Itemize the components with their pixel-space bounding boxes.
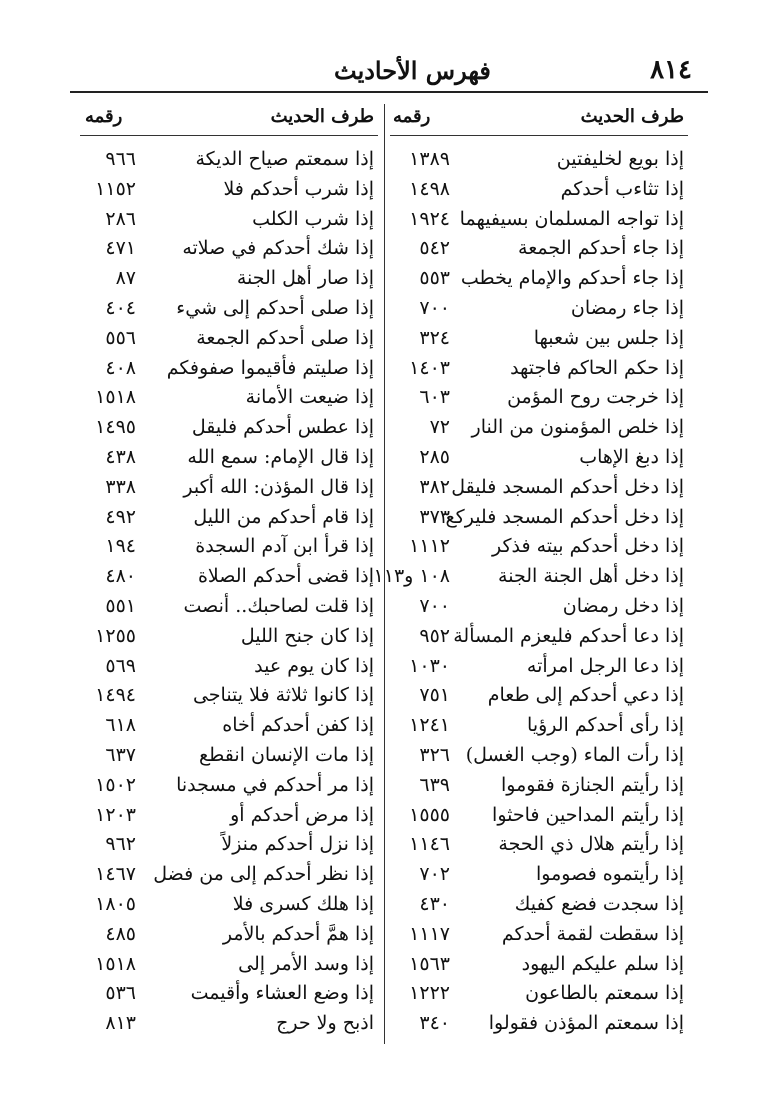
running-title: فهرس الأحاديث bbox=[334, 56, 491, 85]
list-item bbox=[0, 412, 772, 442]
list-item bbox=[0, 710, 772, 740]
hadith-number: ٤٠٤ bbox=[105, 297, 136, 319]
hadith-number: ١٨٠٥ bbox=[95, 893, 136, 915]
hadith-number: ١١١٧ bbox=[409, 922, 450, 945]
hadith-phrase: إذا دخل أحدكم المسجد فليقل bbox=[451, 475, 684, 498]
hadith-number: ١٢٠٣ bbox=[95, 803, 136, 826]
left-col-number-header: رقمه bbox=[85, 106, 123, 127]
hadith-number: ١١٥٢ bbox=[95, 177, 136, 200]
hadith-number: ٥٥٦ bbox=[105, 326, 136, 349]
hadith-phrase: إذا سمعتم بالطاعون bbox=[525, 982, 684, 1005]
hadith-phrase: إذا خلص المؤمنون من النار bbox=[471, 416, 684, 439]
hadith-phrase: إذا حكم الحاكم فاجتهد bbox=[510, 356, 684, 379]
hadith-number: ١٥٠٢ bbox=[95, 773, 136, 796]
hadith-phrase: إذا مات الإنسان انقطع bbox=[199, 744, 374, 766]
hadith-phrase: إذا رأى أحدكم الرؤيا bbox=[527, 714, 684, 737]
list-item bbox=[0, 800, 772, 830]
list-item bbox=[0, 531, 772, 561]
list-item bbox=[0, 889, 772, 919]
list-item bbox=[0, 829, 772, 859]
left-col-header-rule bbox=[80, 135, 378, 136]
list-item bbox=[0, 949, 772, 979]
hadith-number: ٣٧٣ bbox=[419, 505, 450, 528]
list-item bbox=[0, 740, 772, 770]
right-col-hadith-header: طرف الحديث bbox=[580, 106, 684, 127]
list-item bbox=[0, 382, 772, 412]
hadith-phrase: إذا وضع العشاء وأقيمت bbox=[190, 982, 374, 1005]
hadith-number: ١٠٣٠ bbox=[409, 654, 450, 677]
hadith-number: ١٥١٨ bbox=[95, 386, 136, 409]
hadith-number: ١٠٨ و١١٣ bbox=[373, 565, 450, 588]
hadith-number: ٣٢٤ bbox=[419, 326, 450, 349]
hadith-phrase: إذا صار أهل الجنة bbox=[236, 267, 374, 290]
list-item bbox=[0, 204, 772, 234]
hadith-phrase: إذا كانوا ثلاثة فلا يتناجى bbox=[192, 684, 374, 707]
hadith-phrase: إذا شك أحدكم في صلاته bbox=[182, 237, 374, 260]
page-number: ٨١٤ bbox=[650, 55, 692, 85]
hadith-number: ٥٤٢ bbox=[419, 237, 450, 260]
list-item bbox=[0, 442, 772, 472]
hadith-phrase: إذا عطس أحدكم فليقل bbox=[191, 416, 374, 439]
hadith-number: ٥٦٩ bbox=[105, 654, 136, 677]
hadith-number: ٤٩٢ bbox=[105, 505, 136, 528]
hadith-number: ١١١٢ bbox=[409, 535, 450, 558]
hadith-phrase: إذا دخل أحدكم بيته فذكر bbox=[492, 535, 684, 558]
hadith-phrase: إذا دعا أحدكم فليعزم المسألة bbox=[453, 624, 684, 647]
hadith-phrase: إذا شرب أحدكم فلا bbox=[223, 177, 374, 200]
list-item bbox=[0, 621, 772, 651]
hadith-number: ٨٧ bbox=[115, 267, 136, 290]
hadith-number: ١٤٩٤ bbox=[95, 684, 136, 707]
hadith-phrase: إذا رأيتم هلال ذي الحجة bbox=[498, 833, 684, 856]
hadith-number: ٧٢ bbox=[429, 416, 450, 439]
hadith-number: ٩٥٢ bbox=[419, 624, 450, 647]
hadith-phrase: إذا قال الإمام: سمع الله bbox=[187, 446, 374, 468]
hadith-number: ١٥٦٣ bbox=[409, 952, 450, 975]
hadith-phrase: إذا ضيعت الأمانة bbox=[245, 386, 374, 409]
list-item bbox=[0, 502, 772, 532]
hadith-phrase: إذا جاء أحدكم الجمعة bbox=[518, 237, 684, 260]
hadith-phrase: إذا رأيتم المداحين فاحثوا bbox=[492, 803, 684, 826]
hadith-phrase: إذا دعا الرجل امرأته bbox=[526, 654, 684, 677]
hadith-number: ١٣٨٩ bbox=[409, 148, 450, 170]
hadith-phrase: إذا سمعتم صياح الديكة bbox=[195, 148, 374, 170]
list-item bbox=[0, 174, 772, 204]
hadith-number: ١٢٥٥ bbox=[95, 624, 136, 647]
hadith-phrase: إذا رأيتم الجنازة فقوموا bbox=[500, 773, 684, 796]
hadith-number: ٨١٣ bbox=[105, 1012, 136, 1035]
hadith-number: ٧٥١ bbox=[419, 684, 450, 707]
hadith-phrase: إذا نزل أحدكم منزلاً bbox=[221, 833, 374, 856]
hadith-number: ٣٤٠ bbox=[419, 1012, 450, 1035]
list-item bbox=[0, 144, 772, 174]
hadith-phrase: إذا قضى أحدكم الصلاة bbox=[197, 565, 374, 588]
header-rule bbox=[70, 91, 708, 93]
list-item bbox=[0, 1008, 772, 1038]
hadith-number: ١٤٠٣ bbox=[409, 356, 450, 379]
hadith-phrase: إذا سجدت فضع كفيك bbox=[514, 893, 684, 915]
hadith-phrase: إذا قال المؤذن: الله أكبر bbox=[183, 475, 374, 498]
hadith-number: ٧٠٠ bbox=[419, 297, 450, 319]
hadith-phrase: إذا رأت الماء (وجب الغسل) bbox=[465, 744, 684, 766]
hadith-phrase: إذا قام أحدكم من الليل bbox=[193, 505, 374, 528]
hadith-number: ٦٣٧ bbox=[105, 744, 136, 766]
hadith-phrase: إذا سلم عليكم اليهود bbox=[521, 952, 684, 975]
hadith-number: ٣٢٦ bbox=[419, 744, 450, 766]
list-item bbox=[0, 591, 772, 621]
list-item bbox=[0, 472, 772, 502]
hadith-phrase: إذا شرب الكلب bbox=[252, 207, 374, 230]
hadith-phrase: إذا سقطت لقمة أحدكم bbox=[501, 922, 684, 945]
hadith-number: ٣٨٢ bbox=[419, 475, 450, 498]
list-item bbox=[0, 680, 772, 710]
hadith-phrase: إذا كفن أحدكم أخاه bbox=[222, 714, 374, 737]
hadith-phrase: إذا قلت لصاحبك.. أنصت bbox=[183, 595, 374, 617]
hadith-phrase: إذا نظر أحدكم إلى من فضل bbox=[153, 863, 374, 886]
list-item bbox=[0, 651, 772, 681]
hadith-number: ٤٨٥ bbox=[105, 922, 136, 945]
hadith-number: ٢٨٦ bbox=[105, 207, 136, 230]
hadith-number: ٤٨٠ bbox=[105, 565, 136, 588]
hadith-number: ٧٠٢ bbox=[419, 863, 450, 886]
hadith-phrase: إذا مرض أحدكم أو bbox=[230, 803, 374, 826]
hadith-phrase: إذا صلى أحدكم الجمعة bbox=[196, 326, 374, 349]
right-col-number-header: رقمه bbox=[393, 106, 431, 127]
hadith-number: ٢٨٥ bbox=[419, 446, 450, 468]
hadith-phrase: إذا كان جنح الليل bbox=[240, 624, 374, 647]
list-item bbox=[0, 561, 772, 591]
hadith-number: ٦١٨ bbox=[105, 714, 136, 737]
right-col-header-rule bbox=[390, 135, 688, 136]
list-item bbox=[0, 323, 772, 353]
hadith-number: ٤٣٨ bbox=[105, 446, 136, 468]
list-item bbox=[0, 293, 772, 323]
list-item bbox=[0, 978, 772, 1008]
list-item bbox=[0, 233, 772, 263]
hadith-number: ٥٥٣ bbox=[419, 267, 450, 290]
hadith-number: ٧٠٠ bbox=[419, 595, 450, 617]
hadith-number: ٥٥١ bbox=[105, 595, 136, 617]
list-item bbox=[0, 919, 772, 949]
hadith-phrase: إذا جلس بين شعبها bbox=[533, 326, 684, 349]
hadith-number: ١٩٢٤ bbox=[409, 207, 450, 230]
hadith-number: ٦٠٣ bbox=[419, 386, 450, 409]
hadith-number: ١٢٤١ bbox=[409, 714, 450, 737]
list-item bbox=[0, 770, 772, 800]
hadith-number: ٩٦٢ bbox=[105, 833, 136, 856]
hadith-number: ١٤٩٨ bbox=[409, 177, 450, 200]
hadith-number: ١٩٤ bbox=[105, 535, 136, 558]
list-item bbox=[0, 353, 772, 383]
list-item bbox=[0, 859, 772, 889]
hadith-phrase: إذا همَّ أحدكم بالأمر bbox=[222, 922, 374, 945]
hadith-phrase: إذا مر أحدكم في مسجدنا bbox=[176, 773, 374, 796]
hadith-phrase: إذا دخل أحدكم المسجد فليركع bbox=[445, 505, 684, 528]
hadith-number: ٣٣٨ bbox=[105, 475, 136, 498]
hadith-number: ٤٣٠ bbox=[419, 893, 450, 915]
hadith-number: ١١٤٦ bbox=[409, 833, 450, 856]
hadith-number: ٤٧١ bbox=[105, 237, 136, 260]
hadith-phrase: إذا دخل رمضان bbox=[562, 595, 684, 617]
hadith-phrase: إذا قرأ ابن آدم السجدة bbox=[195, 535, 374, 558]
hadith-number: ١٥١٨ bbox=[95, 952, 136, 975]
hadith-phrase: إذا سمعتم المؤذن فقولوا bbox=[488, 1012, 684, 1035]
hadith-number: ٦٣٩ bbox=[419, 773, 450, 796]
hadith-number: ٥٣٦ bbox=[105, 982, 136, 1005]
hadith-phrase: إذا دخل أهل الجنة الجنة bbox=[498, 565, 684, 588]
hadith-phrase: إذا رأيتموه فصوموا bbox=[536, 863, 684, 886]
hadith-phrase: إذا تواجه المسلمان بسيفيهما bbox=[459, 207, 684, 230]
hadith-number: ١٥٥٥ bbox=[409, 803, 450, 826]
list-item bbox=[0, 263, 772, 293]
hadith-phrase: إذا صليتم فأقيموا صفوفكم bbox=[166, 356, 374, 379]
hadith-phrase: إذا تثاءب أحدكم bbox=[560, 177, 684, 200]
hadith-phrase: إذا دبغ الإهاب bbox=[579, 446, 684, 468]
hadith-phrase: إذا هلك كسرى فلا bbox=[232, 893, 374, 915]
hadith-phrase: إذا وسد الأمر إلى bbox=[238, 952, 374, 975]
hadith-number: ١٢٢٢ bbox=[409, 982, 450, 1005]
hadith-phrase: إذا دعي أحدكم إلى طعام bbox=[487, 684, 684, 707]
hadith-number: ١٤٦٧ bbox=[95, 863, 136, 886]
hadith-phrase: إذا خرجت روح المؤمن bbox=[507, 386, 684, 409]
hadith-number: ٤٠٨ bbox=[105, 356, 136, 379]
hadith-number: ١٤٩٥ bbox=[95, 416, 136, 439]
hadith-phrase: اذبح ولا حرج bbox=[276, 1012, 374, 1035]
hadith-phrase: إذا صلى أحدكم إلى شيء bbox=[176, 297, 374, 319]
left-col-hadith-header: طرف الحديث bbox=[270, 106, 374, 127]
hadith-number: ٩٦٦ bbox=[105, 148, 136, 170]
hadith-phrase: إذا جاء أحدكم والإمام يخطب bbox=[460, 267, 684, 290]
hadith-phrase: إذا جاء رمضان bbox=[570, 297, 684, 319]
hadith-phrase: إذا بويع لخليفتين bbox=[556, 148, 684, 170]
hadith-phrase: إذا كان يوم عيد bbox=[254, 654, 374, 677]
